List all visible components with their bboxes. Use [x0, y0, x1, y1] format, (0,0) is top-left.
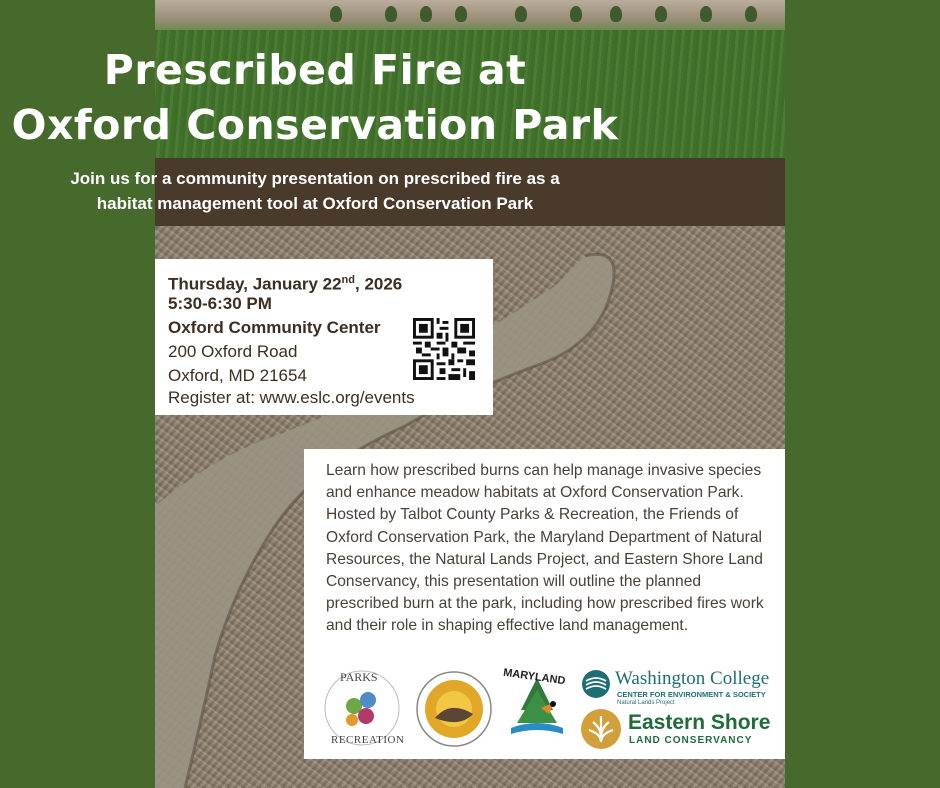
tree-icon	[570, 6, 582, 22]
event-description: Learn how prescribed burns can help manage invasive species and enhance meadow habitats at Oxford Conservation Park. Hosted by Talbot County Parks & Recreation, the Friends of Oxford Conservation Park, the Maryland Department of Natural Resources, the Natural Lands Project, and Eastern Shore Land Conservancy, this presentation will outline the planned prescribed burn at the park, including how prescribed fires work and their role in shaping effective land management.	[326, 462, 764, 635]
tree-icon	[745, 6, 757, 22]
parks-logo-text-bottom: RECREATION	[331, 734, 405, 746]
tree-icon	[385, 6, 397, 22]
event-title-line1: Prescribed Fire at	[103, 46, 527, 94]
parks-logo-text-top: PARKS	[340, 670, 378, 684]
register-link[interactable]: Register at: www.eslc.org/events	[168, 388, 415, 407]
eastern-shore-logo-icon	[580, 708, 622, 750]
friends-of-oxford-logo	[415, 670, 493, 748]
tree-icon	[420, 6, 432, 22]
event-time: 5:30-6:30 PM	[168, 294, 272, 313]
meadow-photo-strip	[155, 0, 785, 30]
eastern-shore-name: Eastern Shore	[628, 711, 771, 734]
washington-college-name: Washington College	[615, 668, 770, 689]
eastern-shore-subtitle: LAND CONSERVANCY	[629, 735, 753, 746]
subtitle-line1: Join us for a community presentation on prescribed fire as a	[70, 169, 560, 188]
event-title-line2: Oxford Conservation Park	[11, 101, 619, 149]
qr-code-icon[interactable]	[413, 318, 475, 380]
subtitle-line2: habitat management tool at Oxford Conservation Park	[96, 194, 534, 213]
tree-icon	[515, 6, 527, 22]
washington-college-logo-icon	[581, 669, 611, 699]
event-date-text: Thursday, January 22	[168, 274, 342, 294]
tree-icon	[330, 6, 342, 22]
event-address-line1: 200 Oxford Road	[168, 342, 298, 361]
event-venue: Oxford Community Center	[168, 318, 381, 337]
event-date-year: , 2026	[355, 274, 403, 294]
event-date-suffix: nd	[341, 274, 355, 286]
event-address-line2: Oxford, MD 21654	[168, 366, 307, 385]
tree-icon	[700, 6, 712, 22]
natural-lands-project-text: Natural Lands Project	[617, 700, 675, 706]
maryland-logo-text: MARYLAND	[502, 666, 567, 688]
tree-icon	[455, 6, 467, 22]
tree-icon	[655, 6, 667, 22]
washington-college-subtitle: CENTER FOR ENVIRONMENT & SOCIETY	[617, 690, 766, 699]
tree-icon	[610, 6, 622, 22]
